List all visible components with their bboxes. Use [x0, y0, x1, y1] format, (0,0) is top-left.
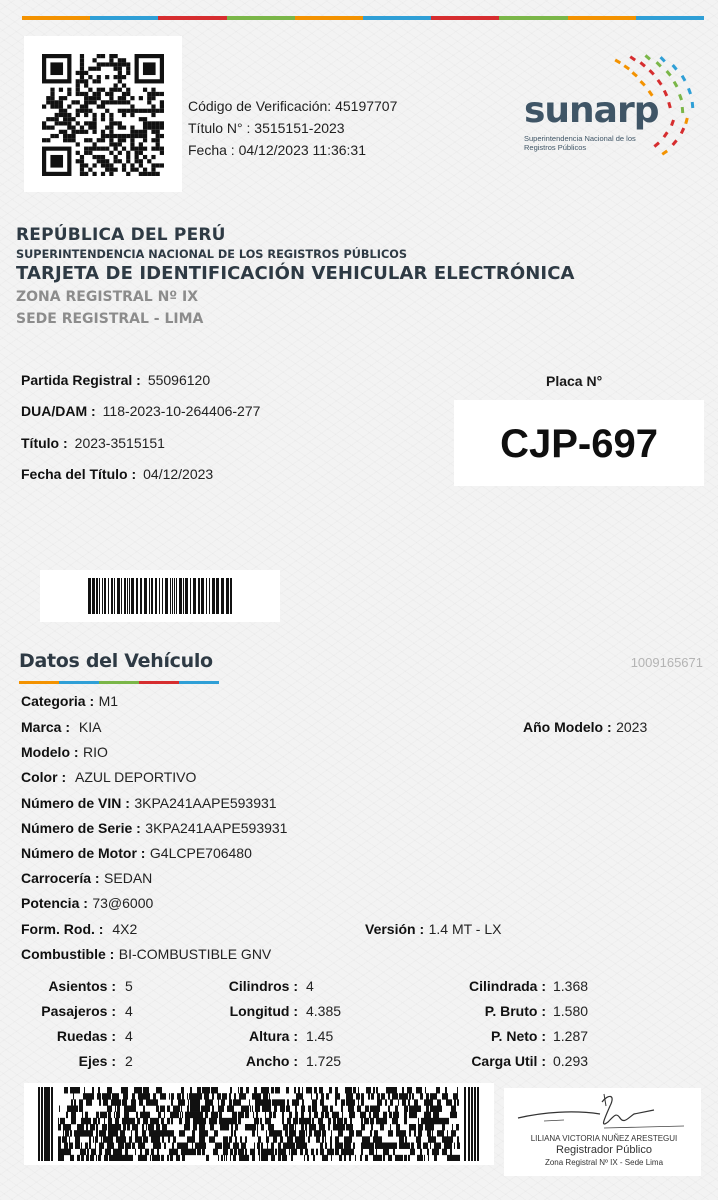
modelo-value: RIO	[83, 744, 108, 760]
pdf417-barcode-icon	[38, 1087, 480, 1161]
potencia-label: Potencia :	[21, 895, 88, 911]
formrod-row	[21, 921, 137, 939]
document-header	[16, 225, 575, 327]
longitud-label: Longitud :	[229, 1003, 298, 1019]
carga-util-value: 0.293	[553, 1053, 589, 1069]
ancho-value: 1.725	[306, 1053, 342, 1069]
formrod-label: Form. Rod. :	[21, 921, 104, 937]
handwritten-signature-icon	[504, 1088, 701, 1138]
pasajeros-value: 4	[125, 1003, 133, 1019]
vin-row	[21, 795, 277, 813]
dua-value: 118-2023-10-264406-277	[102, 403, 261, 419]
categoria-value: M1	[98, 693, 119, 709]
color-value: AZUL DEPORTIVO	[75, 769, 197, 785]
version-row	[365, 921, 501, 939]
vehicle-section-underline	[19, 681, 219, 684]
color-label: Color :	[21, 769, 67, 785]
asientos-value: 5	[125, 978, 133, 994]
version-label: Versión :	[365, 921, 425, 937]
dua-label: DUA/DAM :	[21, 403, 96, 419]
combustible-label: Combustible :	[21, 946, 115, 962]
sunarp-subtitle: Superintendencia Nacional de los Registros Públicos	[524, 134, 636, 152]
pbruto-label: P. Bruto :	[484, 1003, 546, 1019]
signature-block	[504, 1088, 701, 1176]
color-row	[21, 769, 196, 787]
anio-modelo-row	[523, 719, 647, 737]
categoria-label: Categoria :	[21, 693, 95, 709]
ancho-label: Ancho :	[245, 1053, 298, 1069]
anio-modelo-label: Año Modelo :	[523, 719, 612, 735]
carroceria-value: SEDAN	[104, 870, 153, 886]
zone-title: ZONA REGISTRAL Nº IX	[16, 289, 199, 305]
modelo-row	[21, 744, 108, 762]
titulo-label: Título :	[21, 435, 68, 451]
motor-row	[21, 845, 252, 863]
cilindrada-label: Cilindrada :	[468, 978, 546, 994]
barcode-box	[40, 570, 280, 622]
formrod-value: 4X2	[112, 921, 138, 937]
qr-code-box	[24, 36, 182, 192]
country-title: REPÚBLICA DEL PERÚ	[16, 225, 226, 245]
pdf417-barcode-box	[24, 1083, 494, 1165]
titulo-row	[21, 435, 165, 453]
version-value: 1.4 MT - LX	[428, 921, 502, 937]
pneto-label: P. Neto :	[491, 1028, 546, 1044]
plate-box	[454, 400, 704, 486]
serie-row	[21, 820, 287, 838]
qr-code-icon	[42, 54, 164, 176]
pneto-value: 1.287	[553, 1028, 589, 1044]
verification-block	[188, 95, 397, 161]
combustible-value: BI-COMBUSTIBLE GNV	[118, 946, 272, 962]
combustible-row	[21, 946, 271, 964]
altura-value: 1.45	[306, 1028, 334, 1044]
partida-label: Partida Registral :	[21, 372, 141, 388]
verification-date: Fecha : 04/12/2023 11:36:31	[188, 142, 366, 158]
carga-util-label: Carga Util :	[471, 1053, 546, 1069]
vin-label: Número de VIN :	[21, 795, 130, 811]
anio-modelo-value: 2023	[616, 719, 648, 735]
document-title: TARJETA DE IDENTIFICACIÓN VEHICULAR ELECTRÓNICA	[16, 263, 575, 284]
marca-label: Marca :	[21, 719, 71, 735]
carroceria-label: Carrocería :	[21, 870, 100, 886]
vin-value: 3KPA241AAPE593931	[134, 795, 277, 811]
carroceria-row	[21, 870, 152, 888]
verification-title: Título N° : 3515151-2023	[188, 120, 345, 136]
verification-code: Código de Verificación: 45197707	[188, 98, 398, 114]
pbruto-value: 1.580	[553, 1003, 589, 1019]
motor-label: Número de Motor :	[21, 845, 146, 861]
vehicle-section-title: Datos del Vehículo	[19, 650, 213, 672]
ruedas-label: Ruedas :	[56, 1028, 116, 1044]
sunarp-wordmark: sunarp	[524, 90, 659, 131]
modelo-label: Modelo :	[21, 744, 79, 760]
plate-label: Placa N°	[546, 373, 603, 389]
cilindros-label: Cilindros :	[228, 978, 298, 994]
pasajeros-label: Pasajeros :	[41, 1003, 116, 1019]
ejes-value: 2	[125, 1053, 133, 1069]
potencia-value: 73@6000	[92, 895, 154, 911]
seat-title: SEDE REGISTRAL - LIMA	[16, 311, 204, 327]
registrar-zone: Zona Registral Nº IX - Sede Lima	[544, 1158, 664, 1167]
categoria-row	[21, 693, 118, 711]
potencia-row	[21, 895, 153, 913]
serie-label: Número de Serie :	[21, 820, 141, 836]
ejes-label: Ejes :	[78, 1053, 116, 1069]
registrar-title: Registrador Público	[556, 1144, 652, 1156]
asientos-label: Asientos :	[48, 978, 116, 994]
sunarp-logo	[520, 52, 700, 162]
motor-value: G4LCPE706480	[149, 845, 252, 861]
plate-number: CJP-697	[500, 422, 658, 466]
longitud-value: 4.385	[306, 1003, 342, 1019]
serie-value: 3KPA241AAPE593931	[145, 820, 288, 836]
cilindros-value: 4	[306, 978, 314, 994]
cilindrada-value: 1.368	[553, 978, 589, 994]
fecha-titulo-value: 04/12/2023	[143, 466, 214, 482]
fecha-titulo-row	[21, 466, 213, 484]
marca-value: KIA	[78, 719, 102, 735]
marca-row	[21, 719, 102, 737]
card-serial-number: 1009165671	[630, 655, 703, 670]
registrar-name: LILIANA VICTORIA NUÑEZ ARESTEGUI	[530, 1134, 678, 1143]
ruedas-value: 4	[125, 1028, 133, 1044]
partida-row	[21, 372, 210, 390]
agency-title: SUPERINTENDENCIA NACIONAL DE LOS REGISTROS PÚBLICOS	[16, 248, 407, 261]
altura-label: Altura :	[249, 1028, 298, 1044]
titulo-value: 2023-3515151	[74, 435, 165, 451]
top-color-stripe	[22, 16, 704, 20]
barcode-icon	[88, 578, 233, 614]
partida-value: 55096120	[147, 372, 211, 388]
dua-row	[21, 403, 260, 421]
fecha-titulo-label: Fecha del Título :	[21, 466, 137, 482]
